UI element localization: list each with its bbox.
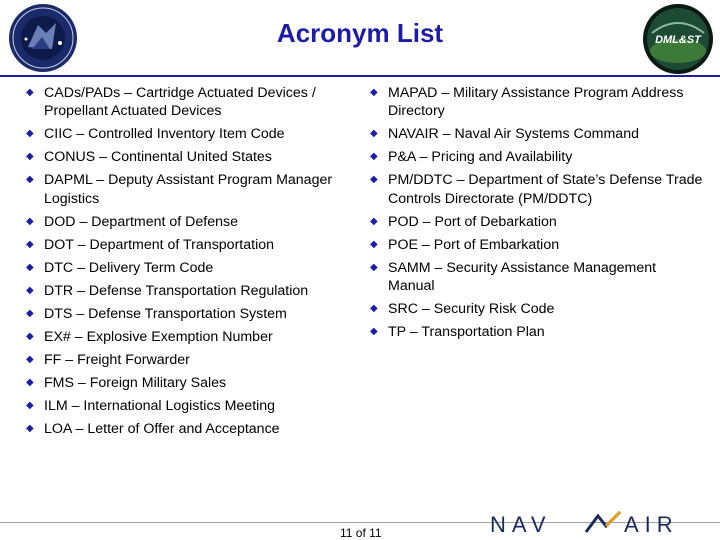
diamond-bullet-icon: ◆ bbox=[370, 215, 378, 227]
acronym-item bbox=[370, 171, 705, 208]
acronym-text: CONUS – Continental United States bbox=[44, 149, 272, 166]
acronym-text: MAPAD – Military Assistance Program Address Directory bbox=[388, 85, 684, 120]
acronym-item bbox=[26, 328, 344, 346]
diamond-bullet-icon: ◆ bbox=[26, 238, 34, 250]
acronym-item bbox=[26, 213, 344, 231]
acronym-item bbox=[26, 282, 344, 300]
acronym-text: CIIC – Controlled Inventory Item Code bbox=[44, 126, 285, 143]
acronym-text: PM/DDTC – Department of State’s Defense Trade Controls Directorate (PM/DDTC) bbox=[388, 172, 703, 207]
diamond-bullet-icon: ◆ bbox=[370, 128, 378, 140]
dmlss-emblem bbox=[642, 3, 714, 75]
diamond-bullet-icon: ◆ bbox=[26, 151, 34, 163]
diamond-bullet-icon: ◆ bbox=[26, 422, 34, 434]
acronym-item bbox=[370, 259, 705, 296]
diamond-bullet-icon: ◆ bbox=[26, 87, 34, 98]
diamond-bullet-icon: ◆ bbox=[370, 261, 378, 273]
diamond-bullet-icon: ◆ bbox=[26, 376, 34, 388]
acronym-item bbox=[26, 236, 344, 254]
acronym-text: POE – Port of Embarkation bbox=[388, 236, 560, 253]
navair-logo bbox=[488, 508, 688, 538]
acronym-text: DAPML – Deputy Assistant Program Manager Logistics bbox=[44, 172, 333, 207]
acronym-text: FMS – Foreign Military Sales bbox=[44, 374, 227, 391]
acronym-item bbox=[370, 323, 705, 341]
acronym-text: FF – Freight Forwarder bbox=[44, 351, 190, 368]
acronym-text: SAMM – Security Assistance Management Manual bbox=[388, 259, 657, 295]
acronym-list-right bbox=[370, 84, 705, 346]
acronym-item bbox=[26, 171, 344, 208]
diamond-bullet-icon: ◆ bbox=[26, 307, 34, 319]
acronym-item bbox=[26, 125, 344, 143]
acronym-item bbox=[26, 420, 344, 438]
acronym-text: DOT – Department of Transportation bbox=[44, 236, 274, 253]
acronym-text: DTS – Defense Transportation System bbox=[44, 305, 287, 322]
diamond-bullet-icon: ◆ bbox=[26, 284, 34, 296]
page-title: Acronym List bbox=[276, 18, 444, 48]
acronym-text: SRC – Security Risk Code bbox=[388, 301, 555, 318]
acronym-text: EX# – Explosive Exemption Number bbox=[44, 328, 273, 345]
acronym-item bbox=[26, 259, 344, 277]
acronym-item bbox=[370, 236, 705, 254]
acronym-text: CADs/PADs – Cartridge Actuated Devices / Propellant Actuated Devices bbox=[44, 85, 316, 120]
header-rule bbox=[0, 75, 720, 77]
acronym-text: NAVAIR – Naval Air Systems Command bbox=[388, 126, 639, 143]
diamond-bullet-icon: ◆ bbox=[370, 303, 378, 315]
diamond-bullet-icon: ◆ bbox=[370, 174, 378, 186]
acronym-item bbox=[370, 84, 705, 121]
acronym-item bbox=[26, 305, 344, 323]
emblem-text: DML&ST bbox=[655, 34, 701, 46]
diamond-bullet-icon: ◆ bbox=[26, 261, 34, 273]
acronym-text: P&A – Pricing and Availability bbox=[388, 149, 573, 166]
diamond-bullet-icon: ◆ bbox=[26, 399, 34, 411]
acronym-text: TP – Transportation Plan bbox=[388, 324, 545, 341]
diamond-bullet-icon: ◆ bbox=[26, 128, 34, 140]
navair-logo-left: NAV bbox=[490, 512, 552, 537]
acronym-text: LOA – Letter of Offer and Acceptance bbox=[44, 420, 280, 437]
diamond-bullet-icon: ◆ bbox=[26, 353, 34, 365]
diamond-bullet-icon: ◆ bbox=[26, 215, 34, 227]
acronym-item bbox=[370, 300, 705, 318]
diamond-bullet-icon: ◆ bbox=[370, 151, 378, 163]
navair-logo-right: AIR bbox=[624, 512, 679, 537]
diamond-bullet-icon: ◆ bbox=[370, 87, 378, 98]
page-number: 11 of 11 bbox=[340, 526, 382, 540]
acronym-text: DTR – Defense Transportation Regulation bbox=[44, 282, 309, 299]
acronym-item bbox=[370, 125, 705, 143]
acronym-item bbox=[26, 351, 344, 369]
diamond-bullet-icon: ◆ bbox=[370, 238, 378, 250]
acronym-item bbox=[370, 213, 705, 231]
diamond-bullet-icon: ◆ bbox=[26, 330, 34, 342]
acronym-item bbox=[26, 148, 344, 166]
diamond-bullet-icon: ◆ bbox=[26, 174, 34, 186]
acronym-item bbox=[26, 397, 344, 415]
acronym-text: DOD – Department of Defense bbox=[44, 213, 238, 230]
acronym-text: ILM – International Logistics Meeting bbox=[44, 397, 276, 414]
diamond-bullet-icon: ◆ bbox=[370, 326, 378, 338]
acronym-item bbox=[370, 148, 705, 166]
acronym-text: POD – Port of Debarkation bbox=[388, 213, 557, 230]
acronym-item bbox=[26, 374, 344, 392]
acronym-item bbox=[26, 84, 344, 121]
acronym-list-left bbox=[26, 84, 344, 443]
acronym-text: DTC – Delivery Term Code bbox=[44, 259, 214, 276]
